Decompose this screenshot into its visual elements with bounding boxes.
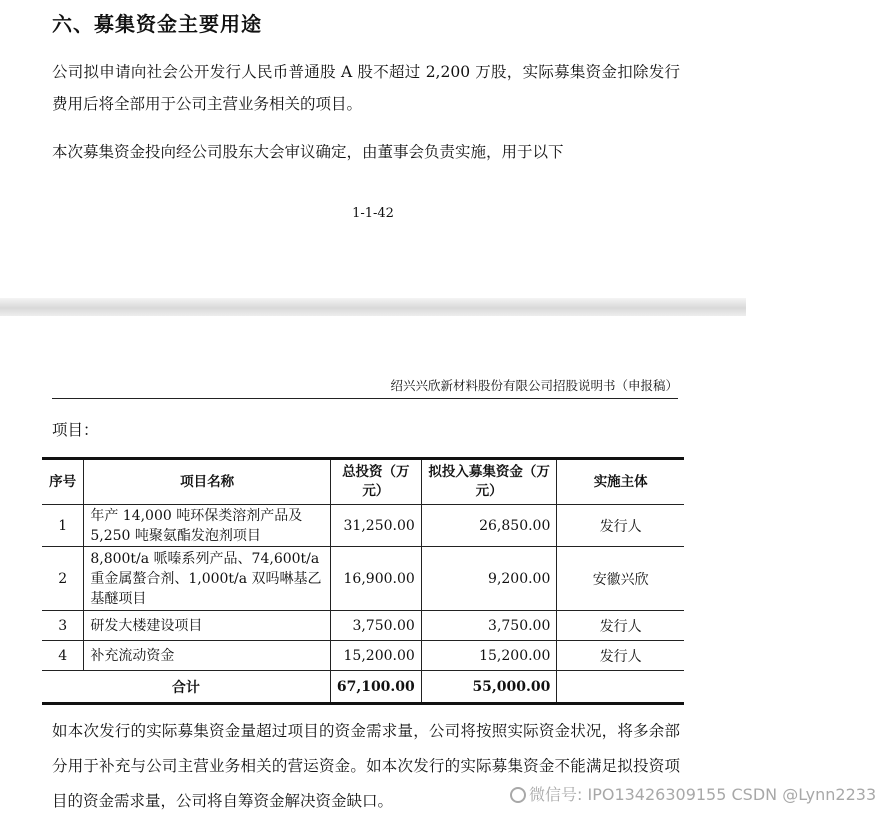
row-seq: 1 — [42, 505, 84, 547]
page-separator — [0, 298, 746, 316]
row-seq: 3 — [42, 611, 84, 641]
header-total: 总投资（万元） — [330, 459, 421, 505]
document-page-1 — [0, 0, 746, 300]
row-entity: 发行人 — [557, 505, 684, 547]
document-page-2 — [0, 316, 876, 823]
table-total-row — [42, 671, 684, 704]
header-name: 项目名称 — [84, 459, 331, 505]
wechat-icon — [510, 787, 526, 803]
watermark-text: 微信号: IPO13426309155 CSDN @Lynn2233 — [529, 785, 876, 804]
header-entity: 实施主体 — [557, 459, 684, 505]
page-number: 1-1-42 — [352, 206, 394, 221]
row-raised: 3,750.00 — [421, 611, 557, 641]
row-total: 31,250.00 — [330, 505, 421, 547]
table-row — [42, 641, 684, 671]
row-name: 补充流动资金 — [84, 641, 331, 671]
header-raised: 拟投入募集资金（万元） — [421, 459, 557, 505]
running-header: 绍兴兴欣新材料股份有限公司招股说明书（申报稿） — [52, 376, 678, 399]
table-header-row — [42, 459, 684, 505]
row-seq: 4 — [42, 641, 84, 671]
row-seq: 2 — [42, 547, 84, 611]
header-seq: 序号 — [42, 459, 84, 505]
total-investment: 67,100.00 — [330, 671, 421, 704]
row-raised: 15,200.00 — [421, 641, 557, 671]
watermark — [510, 782, 876, 805]
row-entity: 发行人 — [557, 641, 684, 671]
row-name: 8,800t/a 哌嗪系列产品、74,600t/a 重金属螯合剂、1,000t/a 双吗啉基乙基醚项目 — [84, 547, 331, 611]
paragraph-fund-use: 本次募集资金投向经公司股东大会审议确定，由董事会负责实施，用于以下 — [52, 143, 564, 161]
paragraph-surplus-shortfall: 如本次发行的实际募集资金量超过项目的资金需求量，公司将按照实际资金状况，将多余部分用于补充与公司主营业务相关的营运资金。如本次发行的实际募集资金不能满足拟投资项目的资金需求量，公司将自筹资金解决资金缺口。 — [52, 722, 680, 810]
table-row — [42, 611, 684, 641]
row-total: 3,750.00 — [330, 611, 421, 641]
row-total: 16,900.00 — [330, 547, 421, 611]
total-entity-empty — [557, 671, 684, 704]
row-total: 15,200.00 — [330, 641, 421, 671]
section-heading: 六、募集资金主要用途 — [52, 12, 262, 36]
row-name: 年产 14,000 吨环保类溶剂产品及 5,250 吨聚氨酯发泡剂项目 — [84, 505, 331, 547]
row-raised: 9,200.00 — [421, 547, 557, 611]
row-name: 研发大楼建设项目 — [84, 611, 331, 641]
row-entity: 安徽兴欣 — [557, 547, 684, 611]
row-raised: 26,850.00 — [421, 505, 557, 547]
paragraph-continued: 项目： — [52, 421, 99, 439]
table-row — [42, 505, 684, 547]
total-label: 合计 — [42, 671, 330, 704]
table-row — [42, 547, 684, 611]
paragraph-offering: 公司拟申请向社会公开发行人民币普通股 A 股不超过 2,200 万股，实际募集资金扣除发行费用后将全部用于公司主营业务相关的项目。 — [52, 63, 680, 113]
total-raised: 55,000.00 — [421, 671, 557, 704]
fund-use-table — [42, 457, 684, 705]
row-entity: 发行人 — [557, 611, 684, 641]
